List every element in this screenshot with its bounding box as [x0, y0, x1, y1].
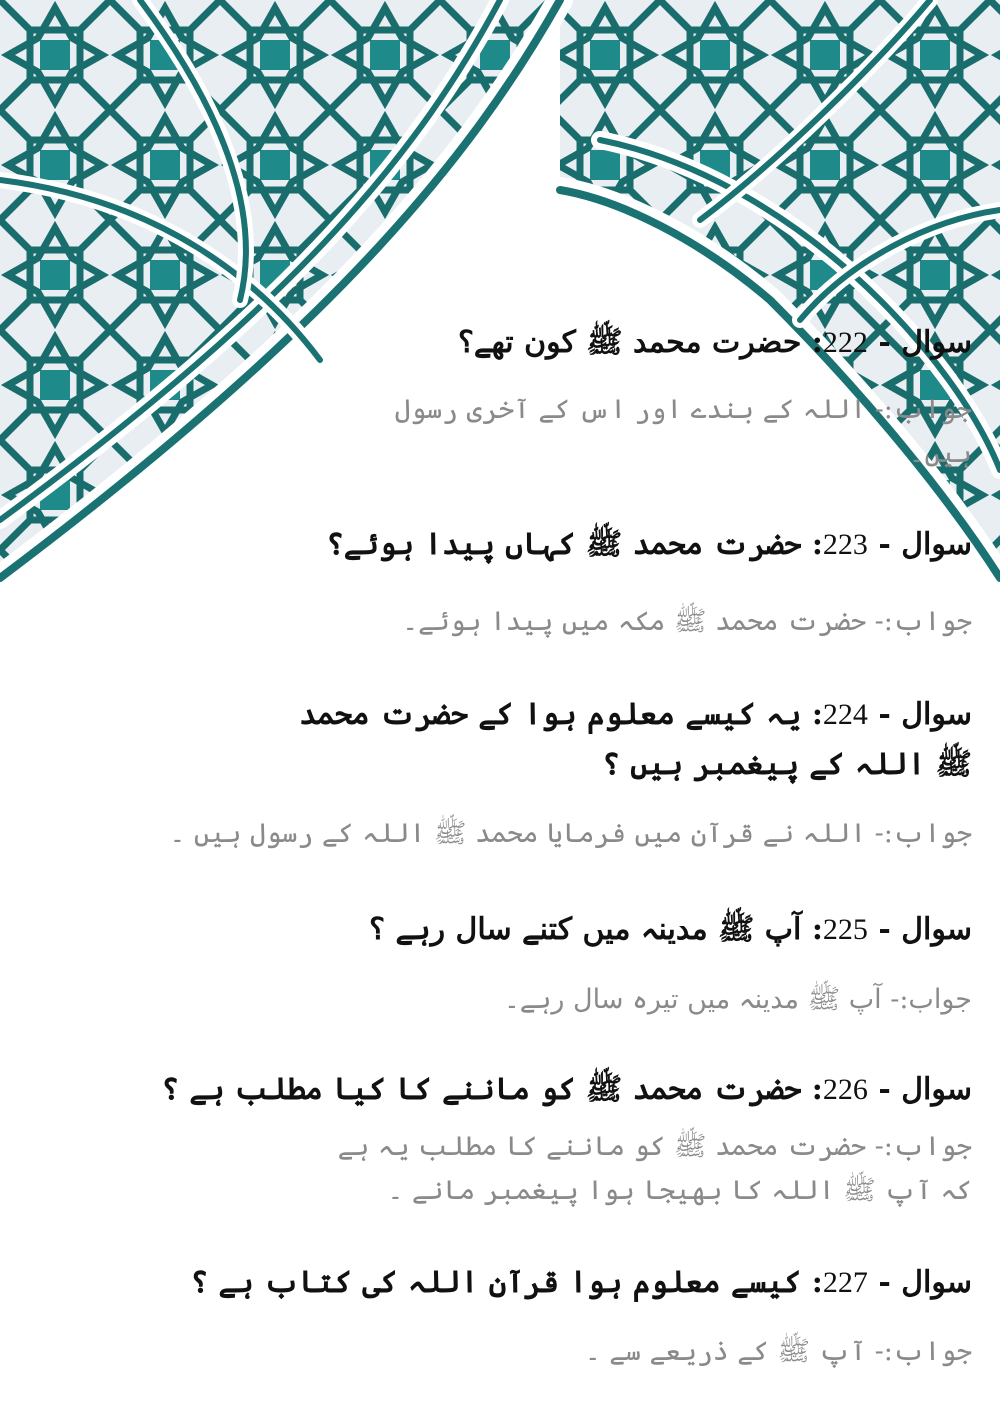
- question-number: 226: [822, 1073, 868, 1106]
- question-226: [161, 1065, 972, 1115]
- question-label: سوال -: [867, 325, 972, 360]
- answer-226: جواب:- حضرت محمد ﷺ کو ماننے کا مطلب یہ ہے کہ آپ ﷺ اللہ کا بھیجا ہوا پیغمبر مانے ۔: [337, 1131, 972, 1206]
- question-224: [272, 690, 972, 790]
- question-225: [369, 905, 972, 955]
- question-number: 223: [822, 528, 868, 561]
- question-number: 227: [822, 1266, 868, 1299]
- answer-222: جواب:- اللہ کے بندے اور اس کے آخری رسول ہیں۔: [394, 394, 972, 469]
- question-227: [190, 1258, 972, 1308]
- answer-225: جواب:- آپ ﷺ مدینہ میں تیرہ سال رہے۔: [503, 984, 972, 1015]
- question-text: : کیسے معلوم ہوا قرآن اللہ کی کتاب ہے ؟: [190, 1265, 823, 1300]
- question-223: [326, 520, 972, 570]
- question-label: سوال -: [867, 1072, 972, 1107]
- question-text: : یہ کیسے معلوم ہوا کے حضرت محمد ﷺ اللہ کے پیغمبر ہیں ؟: [299, 697, 972, 782]
- question-text: : حضرت محمد ﷺ کو ماننے کا کیا مطلب ہے ؟: [161, 1072, 823, 1107]
- answer-223: جواب:- حضرت محمد ﷺ مکہ میں پیدا ہوئے۔: [402, 606, 972, 637]
- answer-227: جواب:- آپ ﷺ کے ذریعے سے ۔: [584, 1336, 972, 1367]
- answer-224: جواب:- اللہ نے قرآن میں فرمایا محمد ﷺ اللہ کے رسول ہیں ۔: [169, 818, 972, 849]
- question-label: سوال -: [867, 697, 972, 732]
- question-222: [458, 318, 972, 368]
- question-number: 222: [822, 326, 868, 359]
- question-label: سوال -: [867, 527, 972, 562]
- question-label: سوال -: [867, 912, 972, 947]
- question-number: 224: [822, 698, 868, 731]
- question-text: : حضرت محمد ﷺ کہاں پیدا ہوئے؟: [326, 527, 823, 562]
- question-text: : آپ ﷺ مدینہ میں کتنے سال رہے ؟: [369, 912, 823, 947]
- question-number: 225: [822, 913, 868, 946]
- question-label: سوال -: [867, 1265, 972, 1300]
- question-text: : حضرت محمد ﷺ کون تھے؟: [457, 325, 823, 360]
